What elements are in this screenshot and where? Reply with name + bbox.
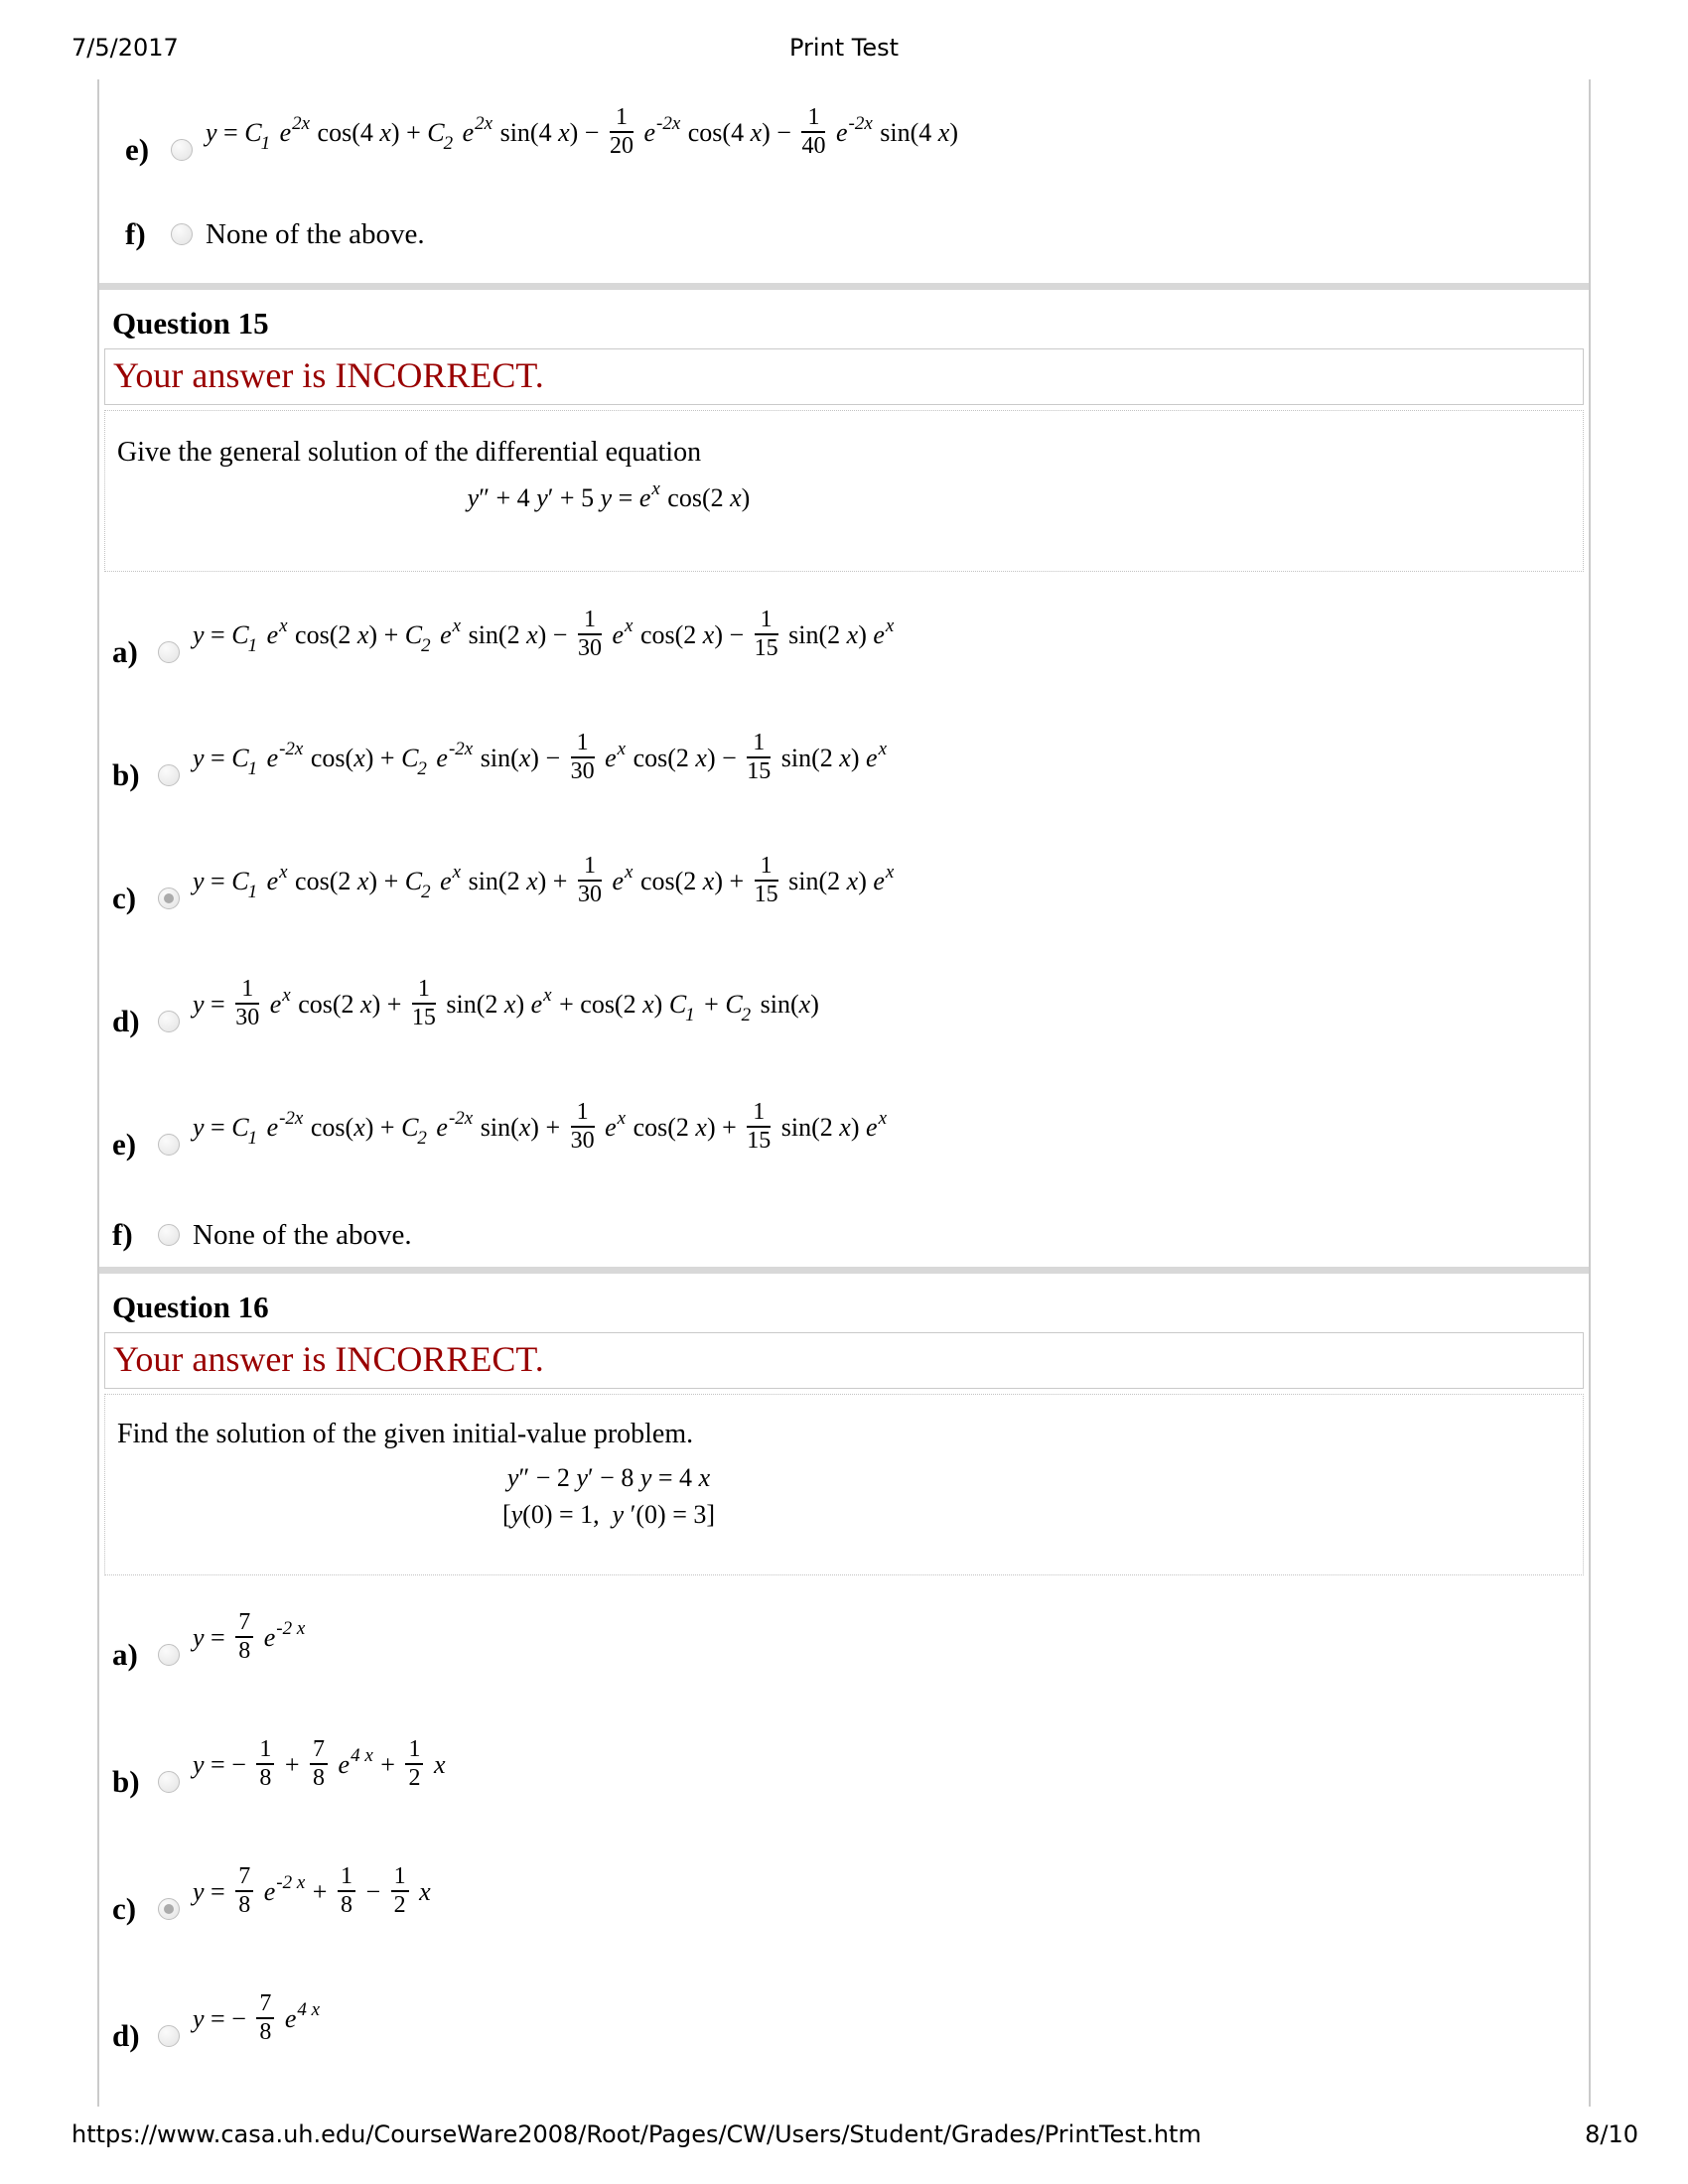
print-footer	[71, 2120, 1638, 2148]
option-radio[interactable]	[158, 1224, 180, 1246]
fraction-denominator: 8	[340, 1892, 352, 1918]
fraction-numerator: 7	[256, 1991, 274, 2019]
eq-variable: y	[600, 483, 613, 512]
eq-variable: e	[436, 743, 448, 772]
eq-variable: x	[846, 619, 859, 649]
eq-variable: y	[506, 1463, 519, 1492]
option-text: None of the above.	[193, 1218, 412, 1251]
option-radio-selected[interactable]	[158, 887, 180, 909]
eq-variable: y	[612, 1500, 625, 1529]
fraction	[412, 977, 436, 1030]
question-body	[104, 410, 1584, 572]
fraction	[405, 1737, 423, 1791]
eq-superscript: -2 x	[276, 1871, 306, 1893]
fraction-numerator: 1	[412, 977, 436, 1005]
eq-variable: x	[839, 1112, 851, 1142]
eq-superscript: x	[625, 614, 633, 636]
status-banner: Your answer is INCORRECT.	[104, 348, 1584, 405]
fraction-denominator: 30	[235, 1005, 260, 1030]
eq-variable: x	[702, 619, 715, 649]
eq-variable: e	[873, 619, 885, 649]
eq-variable: x	[526, 866, 538, 895]
eq-variable: C	[231, 743, 249, 772]
eq-variable: x	[558, 117, 570, 147]
fraction-numerator: 7	[235, 1610, 253, 1638]
fraction	[235, 977, 259, 1030]
fraction-denominator: 40	[801, 133, 826, 159]
eq-superscript: x	[617, 1107, 627, 1129]
eq-variable: e	[605, 1112, 617, 1142]
eq-superscript: 2x	[475, 112, 493, 134]
options-list	[99, 1601, 1589, 2060]
eq-variable: x	[518, 743, 531, 772]
option-label: b)	[112, 757, 140, 792]
question-title: Question 16	[112, 1290, 269, 1324]
option-label: d)	[112, 1004, 140, 1038]
eq-variable: C	[668, 989, 687, 1019]
eq-variable: y	[193, 619, 205, 649]
fraction-denominator: 8	[238, 1638, 251, 1664]
fraction-denominator: 8	[238, 1892, 251, 1918]
eq-subscript: 2	[417, 757, 427, 779]
fraction-denominator: 15	[754, 882, 778, 907]
eq-superscript: x	[279, 861, 288, 883]
option-label: c)	[112, 881, 137, 915]
eq-superscript: -2x	[279, 738, 304, 759]
fraction	[571, 731, 595, 784]
eq-superscript: x	[878, 738, 887, 759]
eq-subscript: 1	[260, 132, 271, 154]
eq-variable: x	[360, 989, 372, 1019]
option-equation: y = $\frac{7}{8}$ $e^{-2 x}$ + $\frac{1}{8}$ − $\frac{1}{2}$ x	[193, 1862, 431, 1918]
fraction-numerator: 7	[235, 1864, 253, 1892]
fraction	[391, 1864, 409, 1918]
fraction	[578, 854, 602, 907]
eq-superscript: -2x	[656, 112, 681, 134]
eq-subscript: 1	[247, 1127, 258, 1149]
eq-variable: x	[798, 989, 811, 1019]
eq-variable: x	[642, 989, 654, 1019]
option-radio[interactable]	[158, 641, 180, 663]
fraction-numerator: 1	[338, 1864, 355, 1892]
eq-variable: e	[436, 1112, 448, 1142]
eq-variable: e	[873, 866, 885, 895]
eq-variable: e	[266, 743, 279, 772]
eq-variable: x	[730, 483, 742, 512]
option-equation: $y = C_1$ $e^{2x}$ cos(4 $x) + C_2$ $e^{2x}$ sin(4 x) − $\frac{1}{20}$ $e^{-2x}$ cos(4 x) − $\frac{1}{40}$ $e^{-2x}$ sin(4 x)	[206, 103, 958, 159]
eq-variable: e	[266, 866, 279, 895]
option-equation: $y = C_1$ $e^{-2x}$ $\cos(x) + C_2$ $e^{-2x}$ sin(x) − $\frac{1}{30}$ $e^x$ cos(2 x) − $\frac{1}{15}$ sin(2 x) $e^x$	[193, 729, 887, 784]
eq-superscript: 4 x	[297, 1998, 321, 2020]
eq-variable: y	[510, 1500, 523, 1529]
answer-option	[112, 848, 1589, 919]
eq-variable: C	[401, 1112, 419, 1142]
question-prompt: Find the solution of the given initial-value problem.	[117, 1419, 694, 1449]
eq-variable: C	[401, 743, 419, 772]
question-body	[104, 1394, 1584, 1575]
eq-variable: e	[269, 989, 282, 1019]
eq-superscript: -2x	[448, 1107, 474, 1129]
option-label: a)	[112, 634, 138, 669]
fraction	[578, 608, 602, 661]
answer-option	[112, 1094, 1589, 1165]
eq-variable: y	[193, 866, 205, 895]
option-label: b)	[112, 1764, 140, 1799]
eq-variable: y	[206, 117, 217, 147]
eq-superscript: x	[617, 738, 627, 759]
fraction-denominator: 30	[570, 1128, 595, 1154]
eq-variable: C	[231, 619, 249, 649]
eq-subscript: 1	[247, 757, 258, 779]
eq-variable: e	[266, 1112, 279, 1142]
eq-superscript: x	[543, 984, 552, 1006]
eq-superscript: x	[279, 614, 288, 636]
eq-variable: x	[695, 1112, 707, 1142]
eq-subscript: 2	[417, 1127, 427, 1149]
fraction-denominator: 2	[393, 1892, 406, 1918]
fraction-denominator: 15	[747, 758, 772, 784]
header-date: 7/5/2017	[71, 34, 179, 62]
eq-variable: x	[353, 1112, 365, 1142]
eq-variable: x	[702, 866, 715, 895]
eq-superscript: x	[452, 614, 462, 636]
eq-variable: e	[284, 2003, 297, 2033]
eq-variable: e	[866, 743, 878, 772]
fraction	[235, 1610, 253, 1664]
eq-superscript: x	[885, 861, 895, 883]
status-banner: Your answer is INCORRECT.	[104, 1332, 1584, 1389]
previous-question-options	[99, 79, 1589, 283]
eq-subscript: 1	[685, 1004, 695, 1025]
option-label: d)	[112, 2018, 140, 2053]
eq-variable: C	[404, 619, 423, 649]
fraction-numerator: 1	[755, 608, 778, 635]
prompt-equation	[117, 1459, 1100, 1533]
eq-variable: e	[462, 117, 475, 147]
option-equation: y = − $\frac{7}{8}$ $e^{4 x}$	[193, 1989, 321, 2045]
eq-variable: e	[440, 619, 452, 649]
option-radio[interactable]	[158, 764, 180, 786]
eq-variable: e	[643, 117, 655, 147]
question-16-block	[99, 1267, 1589, 2107]
equation-line: y″ − 2 y′ − 8 y = 4 x	[506, 1463, 711, 1492]
eq-variable: y	[193, 1876, 205, 1906]
fraction-denominator: 15	[747, 1128, 772, 1154]
fraction-numerator: 1	[801, 105, 825, 133]
fraction-denominator: 8	[259, 1765, 272, 1791]
fraction-numerator: 1	[578, 854, 602, 882]
eq-subscript: 2	[741, 1004, 752, 1025]
option-radio[interactable]	[171, 223, 193, 245]
eq-subscript: 2	[421, 881, 431, 902]
eq-superscript: x	[651, 478, 660, 499]
prompt-equation	[117, 479, 1100, 519]
eq-variable: C	[427, 117, 445, 147]
option-equation: y = $\frac{7}{8}$ $e^{-2 x}$	[193, 1608, 306, 1664]
fraction-denominator: 2	[408, 1765, 421, 1791]
answer-option	[112, 1728, 1589, 1806]
fraction-denominator: 30	[577, 635, 602, 661]
eq-superscript: x	[452, 861, 462, 883]
eq-superscript: -2x	[848, 112, 873, 134]
eq-variable: e	[440, 866, 452, 895]
option-radio-selected[interactable]	[158, 1898, 180, 1920]
fraction-numerator: 7	[310, 1737, 328, 1765]
fraction	[338, 1864, 355, 1918]
fraction	[310, 1737, 328, 1791]
eq-variable: C	[404, 866, 423, 895]
option-radio[interactable]	[158, 2025, 180, 2047]
fraction-denominator: 30	[570, 758, 595, 784]
option-label: c)	[112, 1891, 137, 1926]
eq-variable: e	[338, 1749, 351, 1779]
eq-variable: e	[263, 1622, 276, 1652]
eq-variable: e	[266, 619, 279, 649]
eq-variable: x	[846, 866, 859, 895]
eq-superscript: -2 x	[276, 1617, 306, 1639]
fraction-numerator: 1	[571, 1100, 595, 1128]
eq-variable: y	[193, 1112, 205, 1142]
eq-variable: C	[244, 117, 262, 147]
fraction-numerator: 1	[256, 1737, 274, 1765]
fraction-numerator: 1	[391, 1864, 409, 1892]
option-equation: $y = C_1$ $e^x$ cos(2 $x) + C_2$ $e^x$ sin(2 x) + $\frac{1}{30}$ $e^x$ cos(2 x) + $\frac{1}{15}$ sin(2 x) $e^x$	[193, 852, 895, 907]
eq-variable: x	[433, 1749, 446, 1779]
fraction-denominator: 15	[411, 1005, 436, 1030]
fraction-numerator: 1	[578, 608, 602, 635]
fraction-numerator: 1	[571, 731, 595, 758]
option-equation: y = − $\frac{1}{8}$ + $\frac{7}{8}$ $e^{4 x}$ + $\frac{1}{2}$ x	[193, 1735, 446, 1791]
fraction	[755, 608, 778, 661]
fraction	[747, 1100, 771, 1154]
question-prompt: Give the general solution of the differential equation	[117, 437, 702, 468]
fraction	[801, 105, 825, 159]
answer-option	[112, 971, 1589, 1042]
option-radio[interactable]	[158, 1771, 180, 1793]
option-text: None of the above.	[206, 217, 425, 250]
options-list	[99, 602, 1589, 1253]
answer-option	[112, 1982, 1589, 2060]
eq-subscript: 1	[247, 881, 258, 902]
eq-variable: y	[193, 743, 205, 772]
eq-variable: x	[353, 743, 365, 772]
fraction-denominator: 8	[259, 2019, 272, 2045]
eq-variable: y	[193, 989, 205, 1019]
answer-option	[112, 725, 1589, 796]
eq-variable: C	[231, 866, 249, 895]
equation-line: y″ + 4 y′ + 5 $y = e^x$ cos(2 x)	[467, 478, 751, 512]
option-radio[interactable]	[158, 1011, 180, 1032]
eq-superscript: x	[282, 984, 291, 1006]
option-radio[interactable]	[158, 1644, 180, 1666]
eq-variable: x	[937, 117, 950, 147]
eq-variable: e	[866, 1112, 878, 1142]
document-frame	[97, 79, 1591, 2107]
eq-superscript: x	[625, 861, 633, 883]
option-equation: y = $\frac{1}{30}$ $e^x$ cos(2 x) + $\frac{1}{15}$ sin(2 x) $e^x + \cos(2$ x) $C_1 + C_2$ sin(x)	[193, 975, 819, 1030]
eq-variable: x	[695, 743, 707, 772]
fraction	[755, 854, 778, 907]
options-list	[112, 99, 1589, 252]
fraction-numerator: 1	[747, 731, 771, 758]
eq-subscript: 2	[421, 634, 431, 656]
fraction	[747, 731, 771, 784]
fraction-denominator: 15	[754, 635, 778, 661]
footer-page-number: 8/10	[1585, 2120, 1638, 2148]
eq-variable: e	[835, 117, 848, 147]
fraction-numerator: 1	[405, 1737, 423, 1765]
answer-option	[125, 99, 1589, 171]
eq-variable: x	[419, 1876, 431, 1906]
answer-option	[112, 1855, 1589, 1933]
answer-option	[112, 602, 1589, 673]
eq-variable: y	[193, 1622, 205, 1652]
eq-variable: e	[638, 483, 651, 512]
eq-variable: e	[279, 117, 292, 147]
eq-variable: y	[576, 1463, 588, 1492]
eq-variable: x	[503, 989, 516, 1019]
answer-option	[112, 1217, 1589, 1253]
question-15-block	[99, 283, 1589, 1267]
eq-variable: x	[379, 117, 391, 147]
answer-option	[112, 1601, 1589, 1679]
eq-superscript: 2x	[292, 112, 311, 134]
eq-variable: e	[612, 619, 624, 649]
eq-variable: x	[839, 743, 851, 772]
option-radio[interactable]	[171, 139, 193, 161]
footer-url: https://www.casa.uh.edu/CourseWare2008/Root/Pages/CW/Users/Student/Grades/PrintTest.htm	[71, 2120, 1201, 2148]
equation-line: [y(0) = 1, y ′(0) = 3]	[501, 1500, 716, 1529]
eq-variable: x	[356, 619, 369, 649]
eq-variable: x	[518, 1112, 531, 1142]
eq-variable: y	[639, 1463, 652, 1492]
eq-variable: y	[467, 483, 480, 512]
eq-superscript: -2x	[279, 1107, 304, 1129]
question-title: Question 15	[112, 306, 269, 341]
option-label: e)	[125, 132, 150, 167]
eq-variable: e	[263, 1876, 276, 1906]
eq-variable: x	[356, 866, 369, 895]
fraction-denominator: 20	[609, 133, 633, 159]
answer-option	[125, 216, 1589, 252]
eq-variable: x	[750, 117, 763, 147]
fraction	[571, 1100, 595, 1154]
option-label: f)	[125, 216, 146, 251]
option-radio[interactable]	[158, 1134, 180, 1156]
option-label: e)	[112, 1127, 137, 1161]
eq-superscript: -2x	[448, 738, 474, 759]
eq-variable: e	[605, 743, 617, 772]
option-equation: $y = C_1$ $e^{-2x}$ $\cos(x) + C_2$ $e^{-2x}$ sin(x) + $\frac{1}{30}$ $e^x$ cos(2 x) + $\frac{1}{15}$ sin(2 x) $e^x$	[193, 1098, 887, 1154]
fraction-numerator: 1	[747, 1100, 771, 1128]
fraction-numerator: 1	[610, 105, 633, 133]
fraction	[610, 105, 633, 159]
eq-variable: e	[530, 989, 543, 1019]
fraction-denominator: 8	[313, 1765, 326, 1791]
eq-subscript: 1	[247, 634, 258, 656]
fraction-denominator: 30	[577, 882, 602, 907]
eq-variable: y	[193, 1749, 205, 1779]
eq-variable: e	[612, 866, 624, 895]
eq-subscript: 2	[443, 132, 454, 154]
option-label: f)	[112, 1217, 133, 1252]
eq-variable: x	[526, 619, 538, 649]
eq-superscript: x	[885, 614, 895, 636]
option-equation: $y = C_1$ $e^x$ cos(2 $x) + C_2$ $e^x$ sin(2 x) − $\frac{1}{30}$ $e^x$ cos(2 x) − $\frac{1}{15}$ sin(2 x) $e^x$	[193, 606, 895, 661]
eq-superscript: x	[878, 1107, 887, 1129]
eq-variable: x	[698, 1463, 711, 1492]
header-title: Print Test	[788, 34, 900, 62]
eq-variable: C	[725, 989, 743, 1019]
fraction	[235, 1864, 253, 1918]
fraction-numerator: 1	[235, 977, 259, 1005]
eq-variable: y	[536, 483, 548, 512]
fraction	[256, 1991, 274, 2045]
eq-variable: y	[193, 2003, 205, 2033]
eq-superscript: 4 x	[351, 1744, 373, 1766]
fraction-numerator: 1	[755, 854, 778, 882]
eq-variable: C	[231, 1112, 249, 1142]
option-label: a)	[112, 1637, 138, 1672]
fraction	[256, 1737, 274, 1791]
